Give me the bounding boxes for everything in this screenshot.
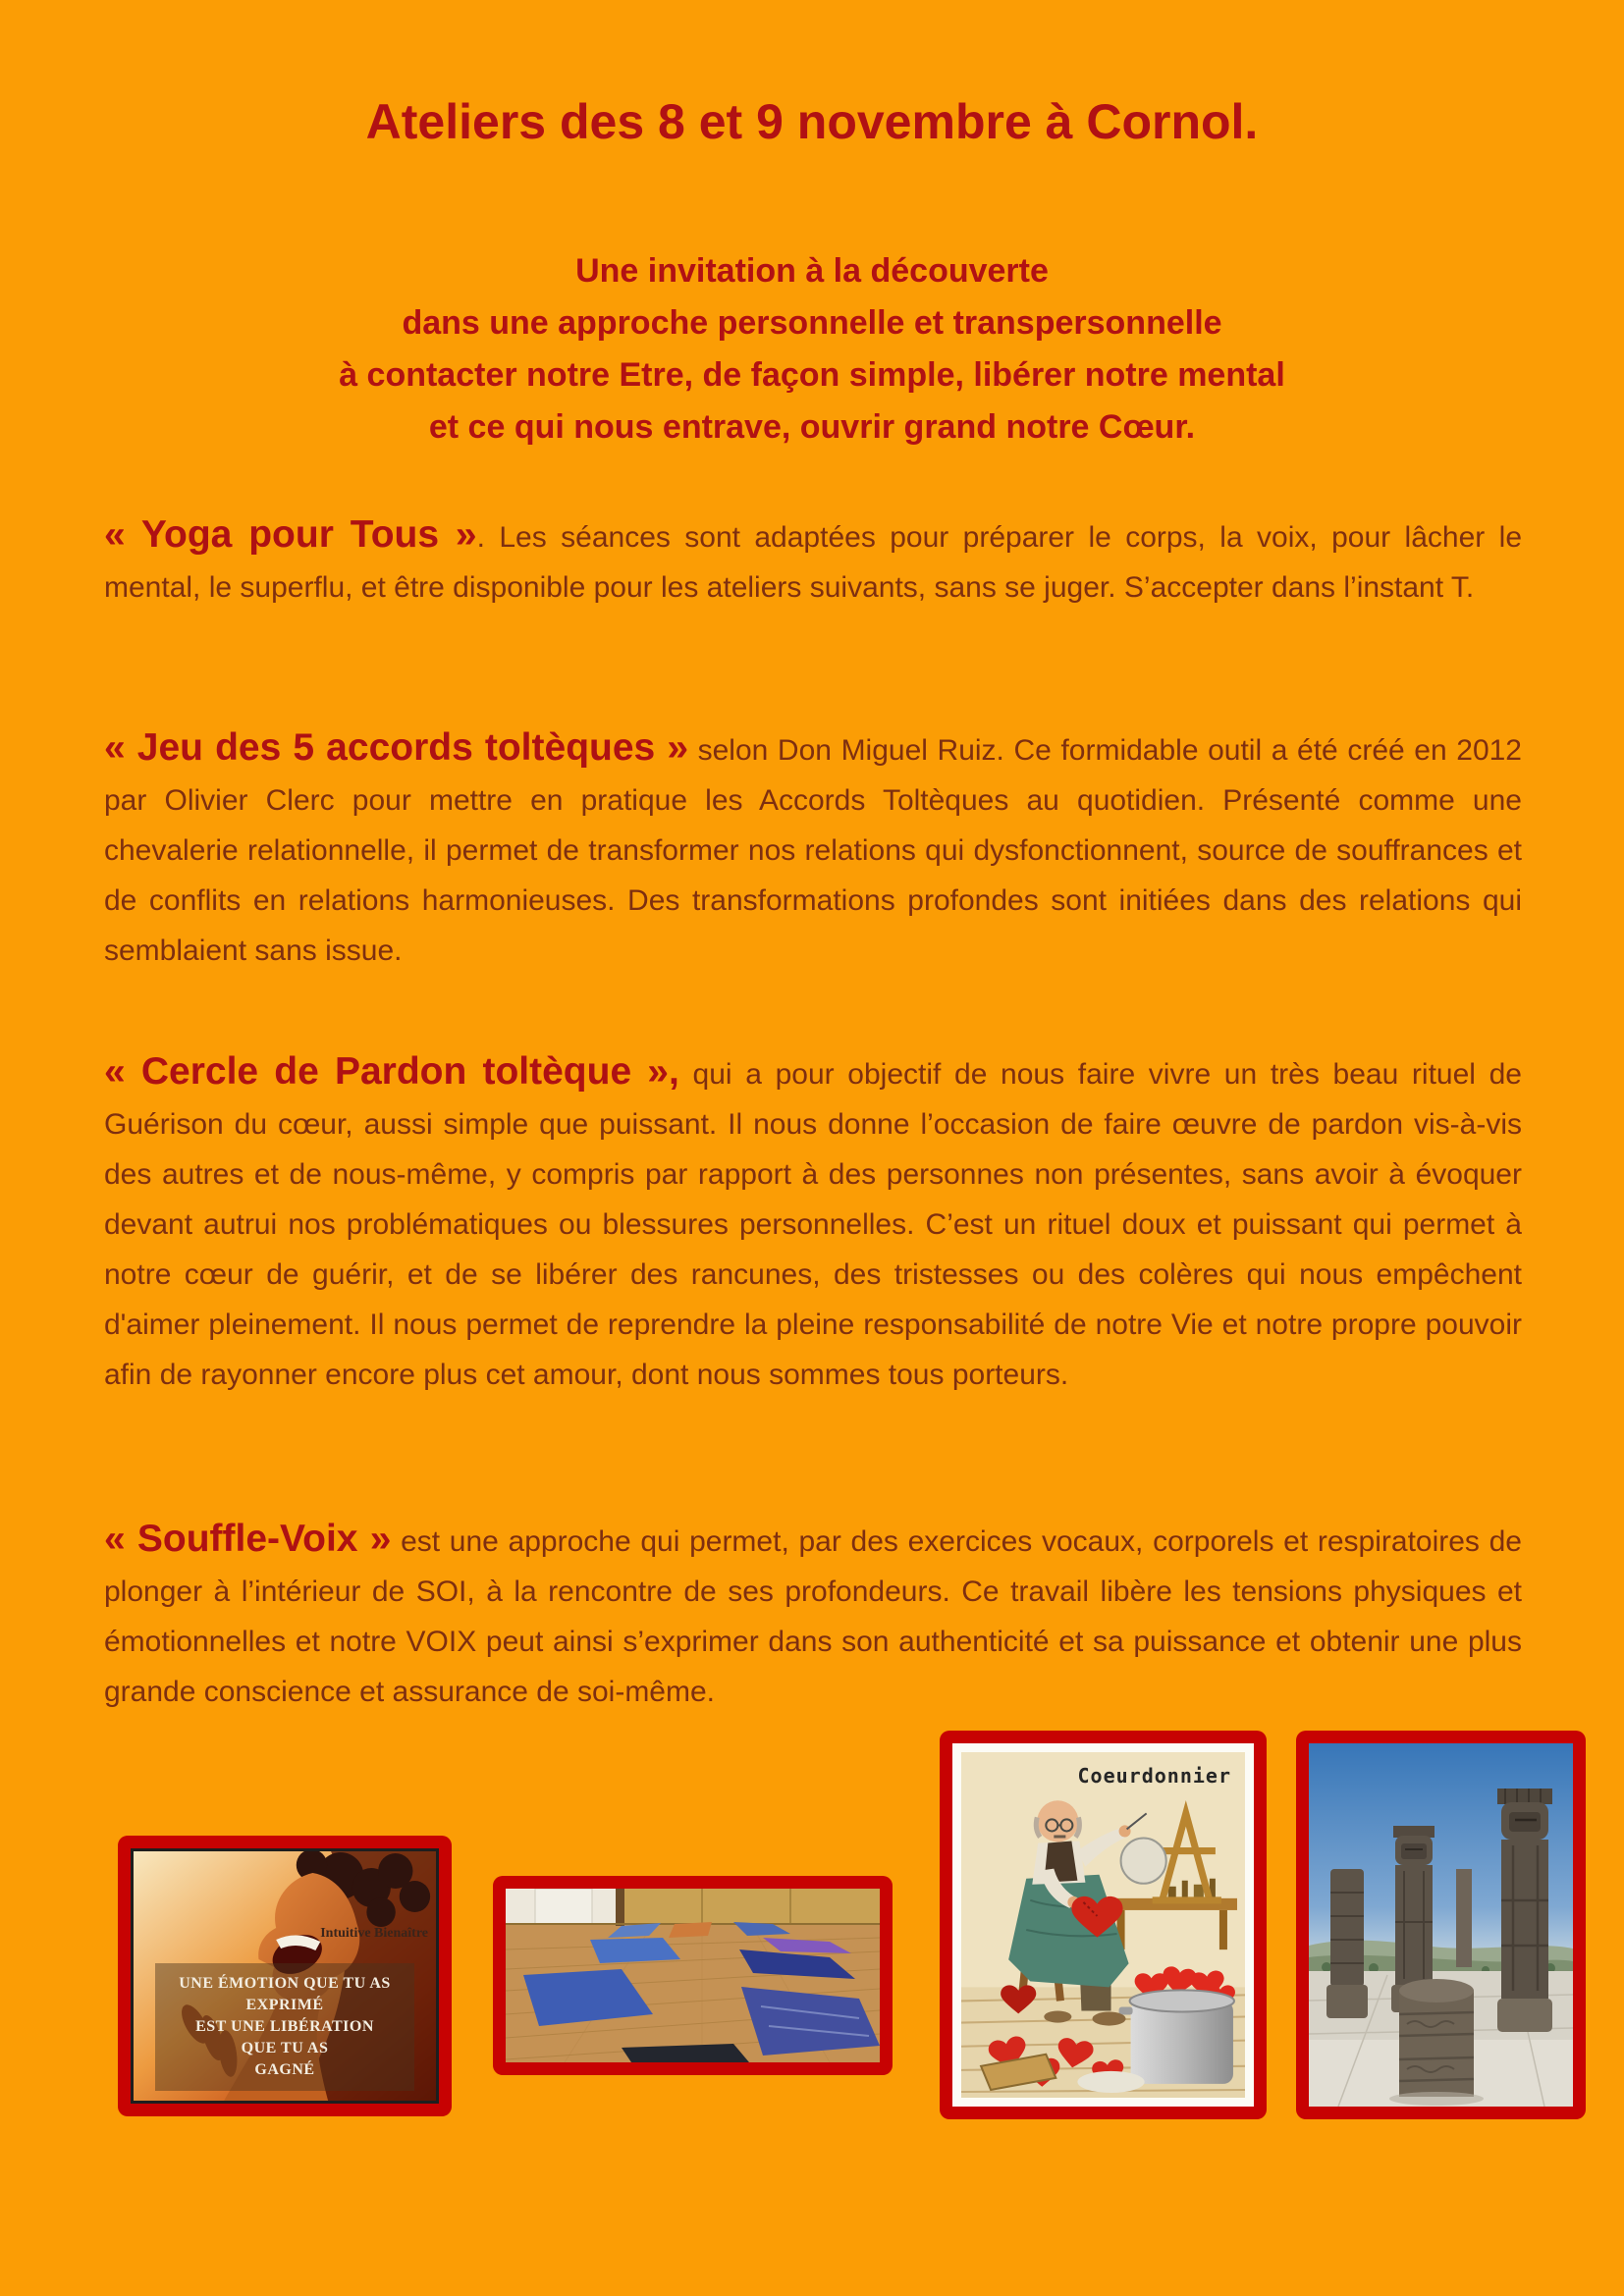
carved-drum (1399, 1979, 1474, 2097)
caption-line: EXPRIMÉ (245, 1997, 324, 2014)
section-souffle-heading: « Souffle-Voix » (104, 1518, 392, 1560)
caption-line: QUE TU AS (241, 2040, 329, 2057)
coeurdonnier-label: Coeurdonnier (1077, 1764, 1231, 1788)
intro-subtitle (0, 245, 1624, 454)
yoga-room-photo (493, 1876, 893, 2075)
subtitle-line: Une invitation à la découverte (575, 252, 1049, 290)
caption-line: UNE ÉMOTION QUE TU AS (179, 1975, 391, 1993)
coeurdonnier-illustration (940, 1731, 1267, 2119)
yoga-mats-art (506, 1889, 880, 2062)
heart-cobbler-art (961, 1752, 1245, 2098)
toltec-statues-photo (1296, 1731, 1586, 2119)
photo-frame (131, 1848, 439, 2104)
section-jeu-heading: « Jeu des 5 accords toltèques » (104, 726, 689, 769)
section-souffle-voix (104, 1514, 1522, 1717)
photo-caption (155, 1963, 415, 2091)
far-pillar (1456, 1869, 1472, 1967)
section-cercle-body: qui a pour objectif de nous faire vivre un très beau rituel de Guérison du cœur, aussi simple que puissant. Il nous donne l’occasion de faire œuvre de pardon vis-à-vis des autres et de nous-même, y compris par rapport à des personnes non présentes, sans avoir à évoquer devant autrui nos problématiques ou blessures personnelles. C’est un rituel doux et puissant qui permet à notre cœur de guérir, et de se libérer des rancunes, des tristesses ou des colères qui nous empêchent d'aimer pleinement. Il nous permet de reprendre la pleine responsabilité de notre Vie et notre propre pouvoir afin de rayonner encore plus cet amour, dont nous sommes tous porteurs. (104, 1058, 1522, 1391)
subtitle-line: dans une approche personnelle et transpersonnelle (402, 304, 1222, 342)
section-jeu-body: selon Don Miguel Ruiz. Ce formidable outil a été créé en 2012 par Olivier Clerc pour mettre en pratique les Accords Toltèques au quotidien. Présenté comme une chevalerie relationnelle, il permet de transformer nos relations qui dysfonctionnent, source de souffrances et de conflits en relations harmonieuses. Des transformations profondes sont initiées dans des relations qui semblaient sans issue. (104, 734, 1522, 967)
glass-globe (1121, 1838, 1166, 1883)
emotion-quote-photo (118, 1836, 452, 2116)
heart-pot (1119, 1965, 1235, 2084)
section-souffle-body: est une approche qui permet, par des exercices vocaux, corporels et respiratoires de plonger à l’intérieur de SOI, à la rencontre de ses profondeurs. Ce travail libère les tensions physiques et émotionnelles et notre VOIX peut ainsi s’exprimer dans son authenticité et sa puissance et obtenir une plus grande conscience et assurance de soi-même. (104, 1525, 1522, 1708)
subtitle-line: à contacter notre Etre, de façon simple, libérer notre mental (339, 356, 1285, 394)
section-cercle-heading: « Cercle de Pardon toltèque », (104, 1050, 679, 1093)
headless-column (1326, 1869, 1368, 2018)
section-yoga (104, 509, 1522, 613)
section-yoga-heading: « Yoga pour Tous » (104, 513, 477, 556)
section-jeu-toltèque (104, 722, 1522, 976)
caption-line: EST UNE LIBÉRATION (195, 2018, 374, 2036)
photo-credit: Intuitive Bienaître (320, 1926, 428, 1942)
page-title: Ateliers des 8 et 9 novembre à Cornol. (365, 94, 1259, 149)
section-cercle-pardon (104, 1046, 1522, 1400)
statue-right (1497, 1789, 1552, 2032)
illustration-area (961, 1752, 1245, 2098)
section-yoga-body: . Les séances sont adaptées pour préparer le corps, la voix, pour lâcher le mental, le superflu, et être disponible pour les ateliers suivants, sans se juger. S’accepter dans l’instant T. (104, 521, 1523, 604)
subtitle-line: et ce qui nous entrave, ouvrir grand notre Cœur. (428, 408, 1196, 446)
caption-line: GAGNÉ (254, 2061, 315, 2079)
stone-statues-art (1309, 1743, 1573, 2107)
